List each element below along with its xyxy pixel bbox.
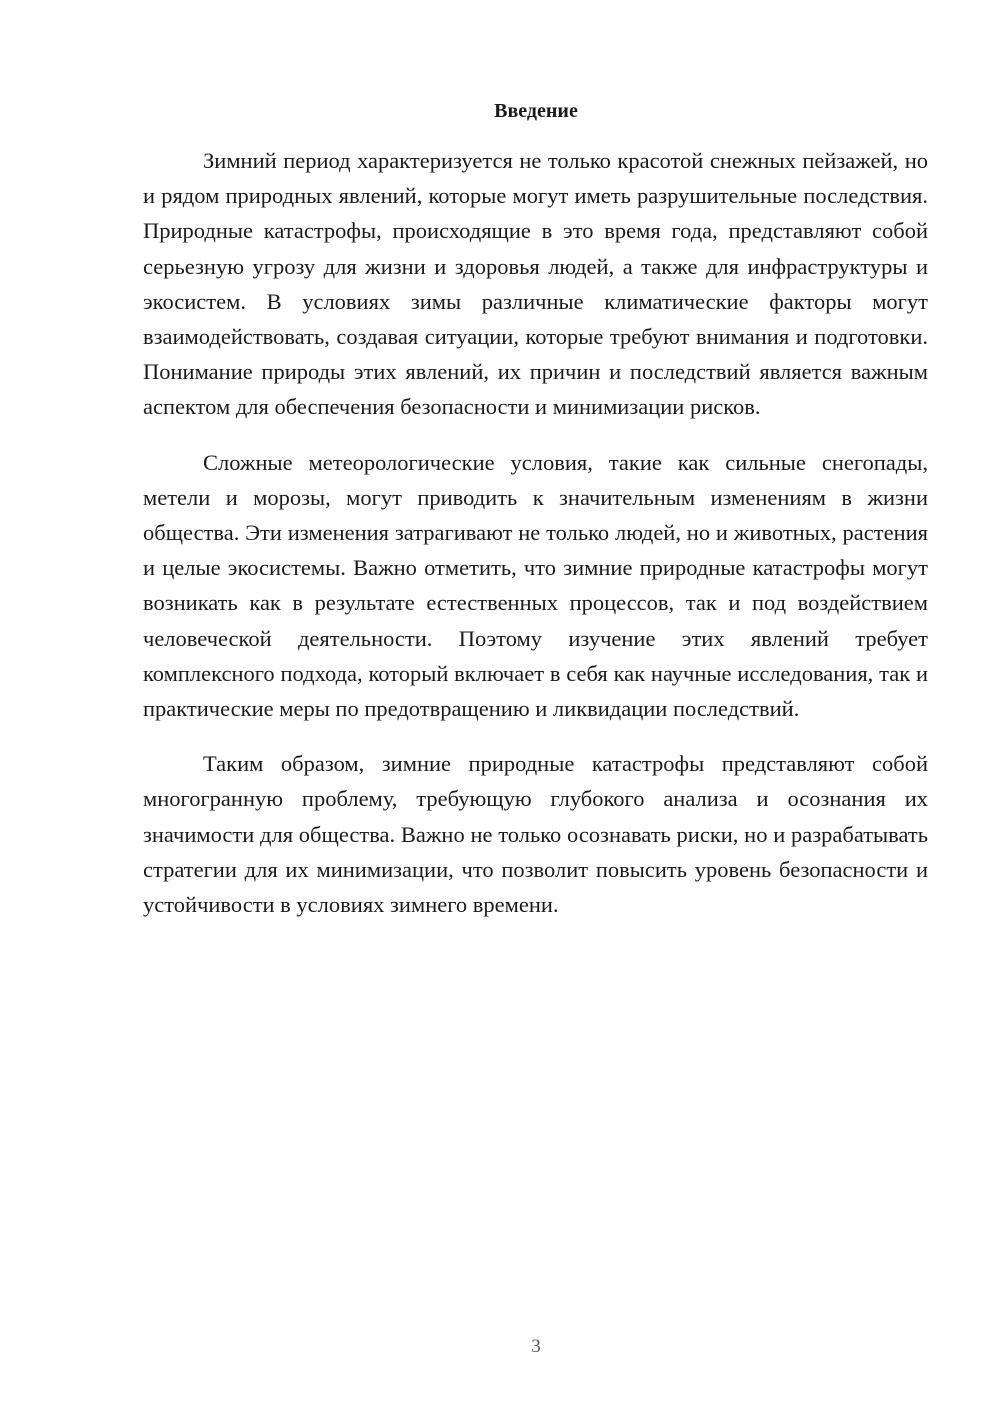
body-text (143, 143, 928, 942)
paragraph-3: Таким образом, зимние природные катастрофы представляют собой многогранную проблему, требующую глубокого анализа и осознания их значимости для общества. Важно не только осознавать риски, но и разрабатывать стратегии для их минимизации, что позволит повысить уровень безопасности и устойчивости в условиях зимнего времени. (143, 751, 928, 918)
paragraph-2: Сложные метеорологические условия, такие как сильные снегопады, метели и морозы, могут приводить к значительным изменениям в жизни общества. Эти изменения затрагивают не только людей, но и животных, растения и целые экосистемы. Важно отметить, что зимние природные катастрофы могут возникать как в результате естественных процессов, так и под воздействием человеческой деятельности. Поэтому изучение этих явлений требует комплексного подхода, который включает в себя как научные исследования, так и практические меры по предотвращению и ликвидации последствий. (143, 449, 928, 722)
paragraph-1: Зимний период характеризуется не только красотой снежных пейзажей, но и рядом природных явлений, которые могут иметь разрушительные последствия. Природные катастрофы, происходящие в это время года, представляют собой серьезную угрозу для жизни и здоровья людей, а также для инфраструктуры и экосистем. В условиях зимы различные климатические факторы могут взаимодействовать, создавая ситуации, которые требуют внимания и подготовки. Понимание природы этих явлений, их причин и последствий является важным аспектом для обеспечения безопасности и минимизации рисков. (143, 148, 928, 420)
page-number: 3 (531, 1336, 541, 1357)
section-heading: Введение (494, 100, 578, 122)
